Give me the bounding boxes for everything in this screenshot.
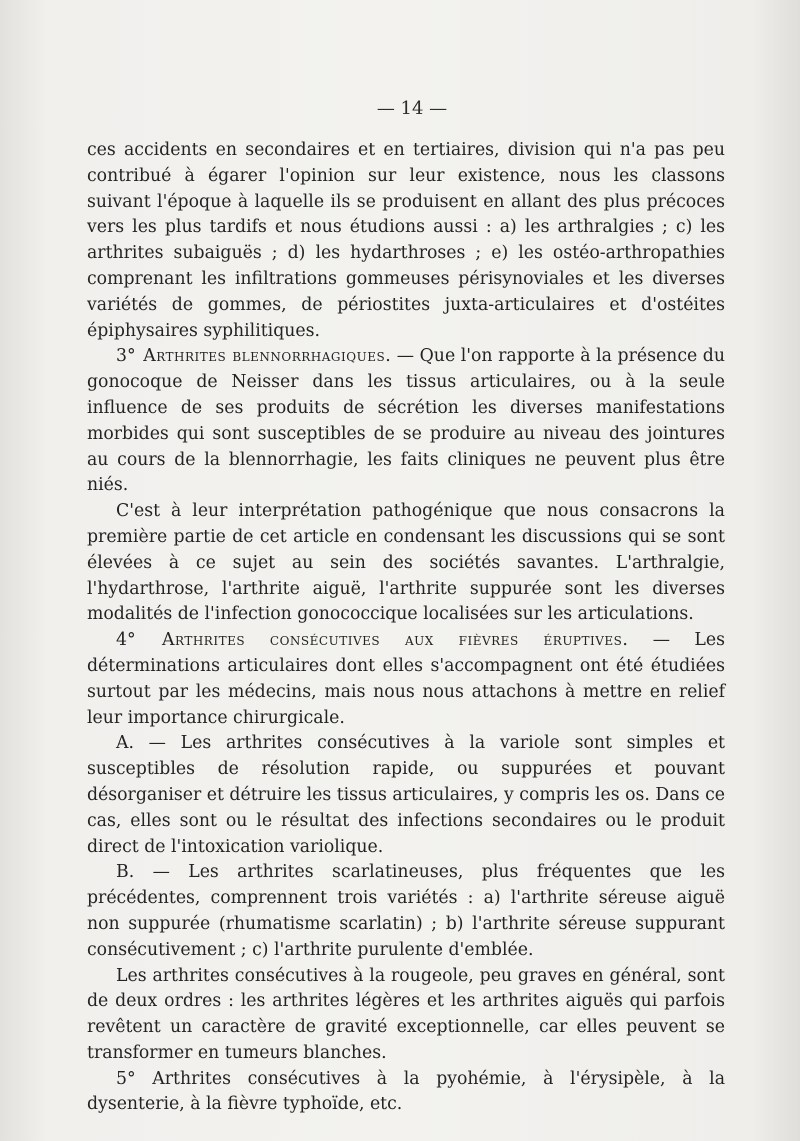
paragraph-scarlatina: B. — Les arthrites scarlatineuses, plus fréquentes que les précédentes, comprennent trois variétés : a) l'arthrite séreuse aiguë non suppurée (rhumatisme scarlatin) ; b) l'arthrite séreuse suppurant consécutivement ; c) l'arthrite purulente d'emblée. <box>87 862 725 960</box>
paragraph-variola: A. — Les arthrites consécutives à la variole sont simples et susceptibles de résolution rapide, ou suppurées et pouvant désorganiser et détruire les tissus articulaires, y compris les os. Dans ce cas, elles sont ou le résultat des infections secondaires ou le produit direct de l'intoxication variolique. <box>87 733 725 857</box>
section-5-other-infections: 5° Arthrites consécutives à la pyohémie, à l'érysipèle, à la dysenterie, à la fièvre typhoïde, etc. <box>87 1068 725 1115</box>
section-number: 4° <box>116 630 136 651</box>
body-text <box>87 138 725 1118</box>
section-4-eruptive-fevers <box>87 628 725 731</box>
section-number: 3° <box>116 346 136 367</box>
section-text: — Que l'on rapporte à la présence du gonocoque de Neisser dans les tissus articulaires, ou à la seule influence de ses produits de sécrétion les diverses manifestations morbides qui sont susceptibles de se produire au niveau des jointures au cours de la blennorrhagie, les faits cliniques ne peuvent plus être niés. <box>87 346 725 496</box>
paragraph-measles: Les arthrites consécutives à la rougeole, peu graves en général, sont de deux ordres : les arthrites légères et les arthrites aiguës qui parfois revêtent un caractère de gravité exceptionnelle, car elles peuvent se transformer en tumeurs blanches. <box>87 965 725 1063</box>
section-text: — Les déterminations articulaires dont elles s'accompagnent ont été étudiées surtout par les médecins, mais nous nous attachons à mettre en relief leur importance chirurgicale. <box>87 630 725 728</box>
paragraph-syphilitic-classification: ces accidents en secondaires et en tertiaires, division qui n'a pas peu contribué à égarer l'opinion sur leur existence, nous les classons suivant l'époque à laquelle ils se produisent en allant des plus précoces vers les plus tardifs et nous étudions aussi : a) les arthralgies ; c) les arthrites subaiguës ; d) les hydarthroses ; e) les ostéo-arthropathies comprenant les infiltrations gommeuses périsynoviales et les diverses variétés de gommes, de périostites juxta-articulaires et d'ostéites épiphysaires syphilitiques. <box>87 140 725 341</box>
section-heading: Arthrites blennorrhagiques. <box>143 346 392 367</box>
section-heading: Arthrites consécutives aux fièvres éruptives. <box>162 630 629 651</box>
section-3-blennorrhagic <box>87 344 725 499</box>
paragraph-pathogenic-interpretation: C'est à leur interprétation pathogénique que nous consacrons la première partie de cet article en condensant les discussions qui se sont élevées à ce sujet au sein des sociétés savantes. L'arthralgie, l'hydarthrose, l'arthrite aiguë, l'arthrite suppurée sont les diverses modalités de l'infection gonococcique localisées sur les articulations. <box>87 501 725 625</box>
page-number: — 14 — <box>376 98 448 119</box>
